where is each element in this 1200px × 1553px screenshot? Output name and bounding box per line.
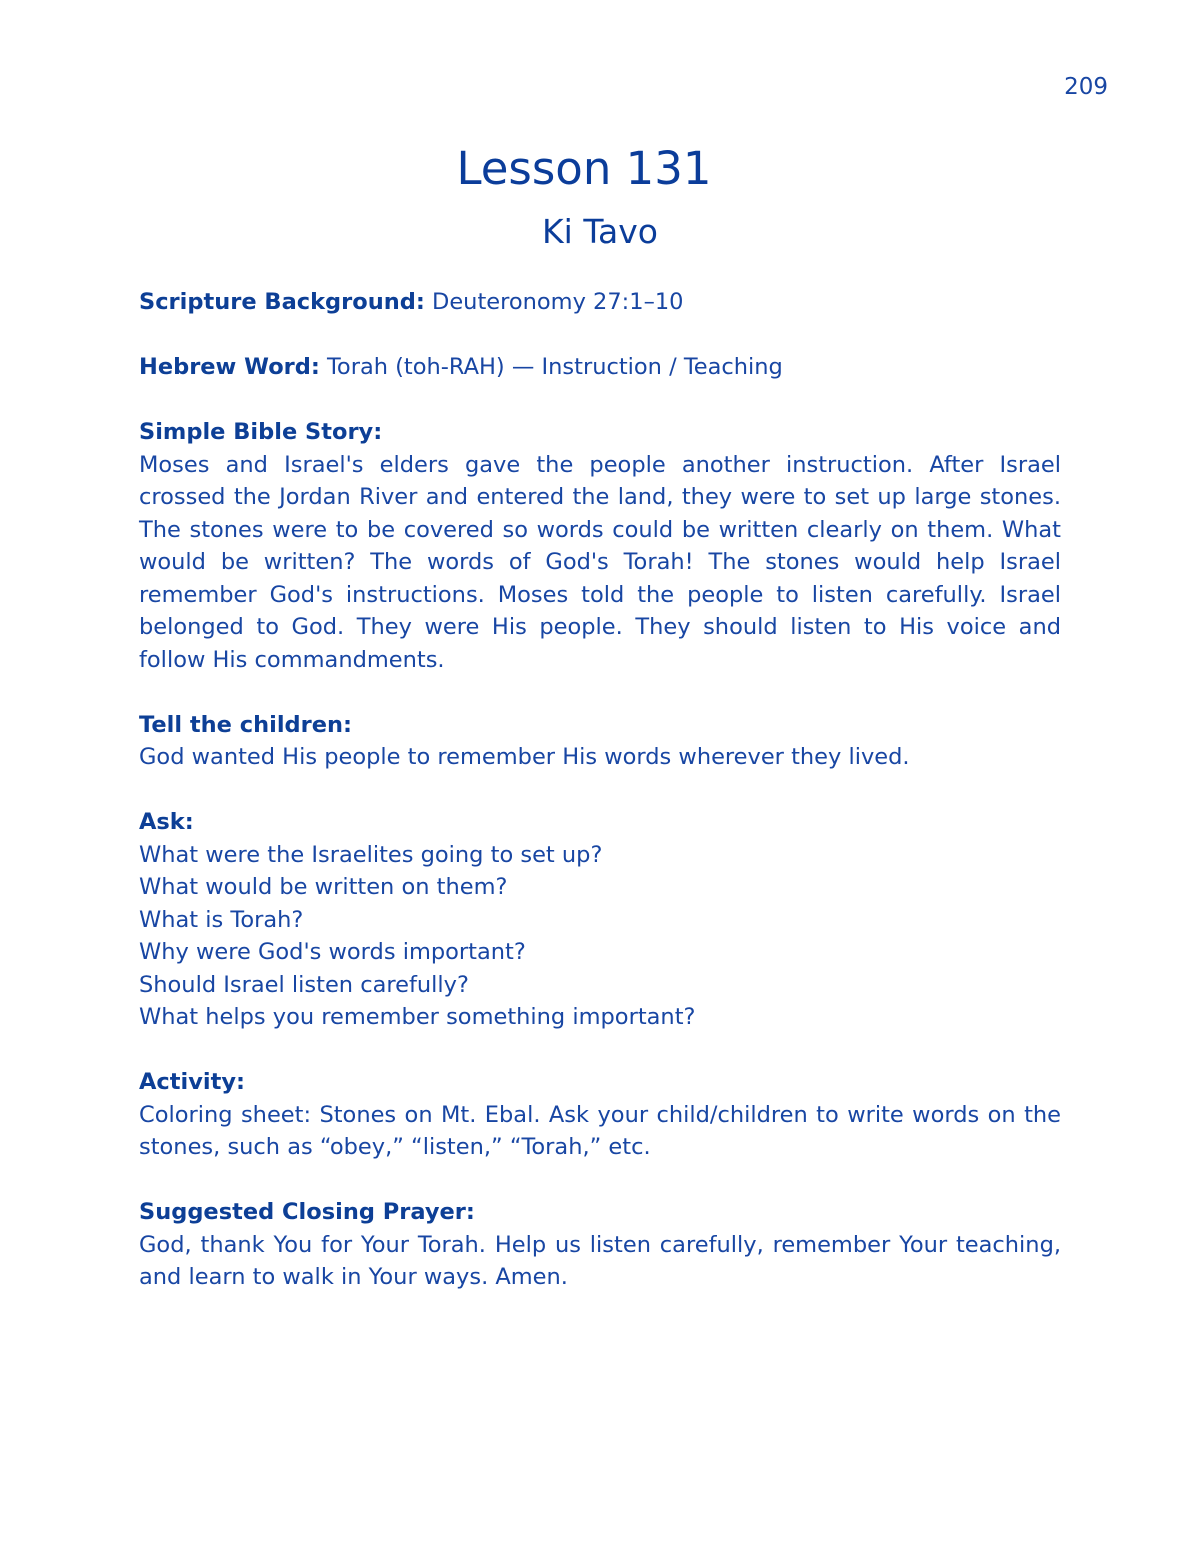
page-number: 209 [1064, 74, 1108, 100]
ask-question: What is Torah? [139, 906, 304, 933]
story-section [139, 416, 1061, 676]
lesson-content [139, 286, 1061, 1326]
ask-section [139, 806, 1061, 1034]
hebrew-word-value: Torah (toh-RAH) — Instruction / Teaching [327, 354, 783, 380]
scripture-section [139, 286, 1061, 319]
ask-question: What helps you remember something important? [139, 1004, 696, 1030]
tell-label: Tell the children: [139, 711, 353, 738]
prayer-label: Suggested Closing Prayer: [139, 1199, 475, 1225]
ask-question-list [139, 839, 1061, 1034]
lesson-subtitle: Ki Tavo [542, 212, 658, 251]
hebrew-word-section [139, 351, 1061, 384]
tell-text: God wanted His people to remember His words wherever they lived. [139, 744, 910, 770]
ask-label: Ask: [139, 809, 194, 835]
ask-question: What would be written on them? [139, 874, 508, 900]
scripture-value: Deuteronomy 27:1–10 [432, 289, 684, 315]
hebrew-word-label: Hebrew Word: [139, 354, 320, 380]
activity-text: Coloring sheet: Stones on Mt. Ebal. Ask your child/children to write words on the stones, such as “obey,” “listen,” “Torah,” etc. [139, 1101, 1061, 1160]
scripture-label: Scripture Background: [139, 289, 425, 315]
lesson-title: Lesson 131 [456, 142, 712, 195]
activity-label: Activity: [139, 1069, 246, 1095]
story-text: Moses and Israel's elders gave the people another instruction. After Israel crossed the Jordan River and entered the land, they were to set up large stones. The stones were to be covered so words could be written clearly on them. What would be written? The words of God's Torah! The stones would help Israel remember God's instructions. Moses told the people to listen carefully. Israel belonged to God. They were His people. They should listen to His voice and follow His commandments. [139, 451, 1061, 673]
prayer-text: God, thank You for Your Torah. Help us listen carefully, remember Your teaching, and learn to walk in Your ways. Amen. [139, 1231, 1061, 1290]
ask-question: What were the Israelites going to set up? [139, 841, 603, 868]
tell-section [139, 709, 1061, 774]
story-label: Simple Bible Story: [139, 419, 383, 445]
activity-section [139, 1066, 1061, 1164]
ask-question: Why were God's words important? [139, 939, 526, 965]
ask-question: Should Israel listen carefully? [139, 971, 469, 998]
prayer-section [139, 1196, 1061, 1294]
